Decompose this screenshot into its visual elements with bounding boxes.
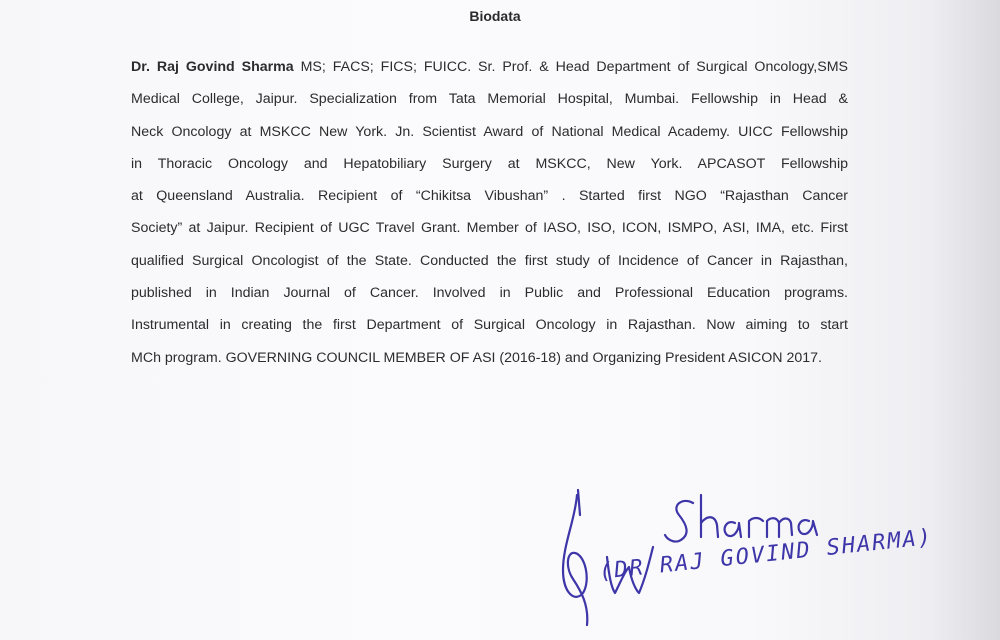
paragraph-line-1 [131, 51, 848, 83]
paragraph-line-9: Instrumental in creating the first Department of Surgical Oncology in Rajasthan. Now aiming to start [131, 317, 848, 334]
document-title: Biodata [469, 8, 521, 24]
paragraph-line-10: MCh program. GOVERNING COUNCIL MEMBER OF ASI (2016-18) and Organizing President ASICON 2017. [131, 349, 822, 366]
doctor-name: Dr. Raj Govind Sharma [131, 59, 294, 75]
paragraph-line-8: published in Indian Journal of Cancer. Involved in Public and Professional Education programs. [131, 285, 848, 302]
biodata-paragraph [131, 51, 848, 374]
signature-printed-name: (DR RAJ GOVIND SHARMA) [598, 524, 935, 585]
paragraph-line-2: Medical College, Jaipur. Specialization from Tata Memorial Hospital, Mumbai. Fellowship in Head & [131, 91, 848, 108]
paragraph-line-7: qualified Surgical Oncologist of the State. Conducted the first study of Incidence of Cancer in Rajasthan, [131, 252, 848, 269]
paragraph-line-6: Society” at Jaipur. Recipient of UGC Travel Grant. Member of IASO, ISO, ICON, ISMPO, ASI, IMA, etc. First [131, 220, 848, 237]
paragraph-line-5: at Queensland Australia. Recipient of “Chikitsa Vibushan” . Started first NGO “Rajasthan Cancer [131, 188, 848, 205]
line-text: MS; FACS; FICS; FUICC. Sr. Prof. & Head Department of Surgical Oncology,SMS [293, 59, 848, 75]
paragraph-line-3: Neck Oncology at MSKCC New York. Jn. Scientist Award of National Medical Academy. UICC Fellowship [131, 123, 848, 140]
paragraph-line-4: in Thoracic Oncology and Hepatobiliary Surgery at MSKCC, New York. APCASOT Fellowship [131, 155, 848, 172]
